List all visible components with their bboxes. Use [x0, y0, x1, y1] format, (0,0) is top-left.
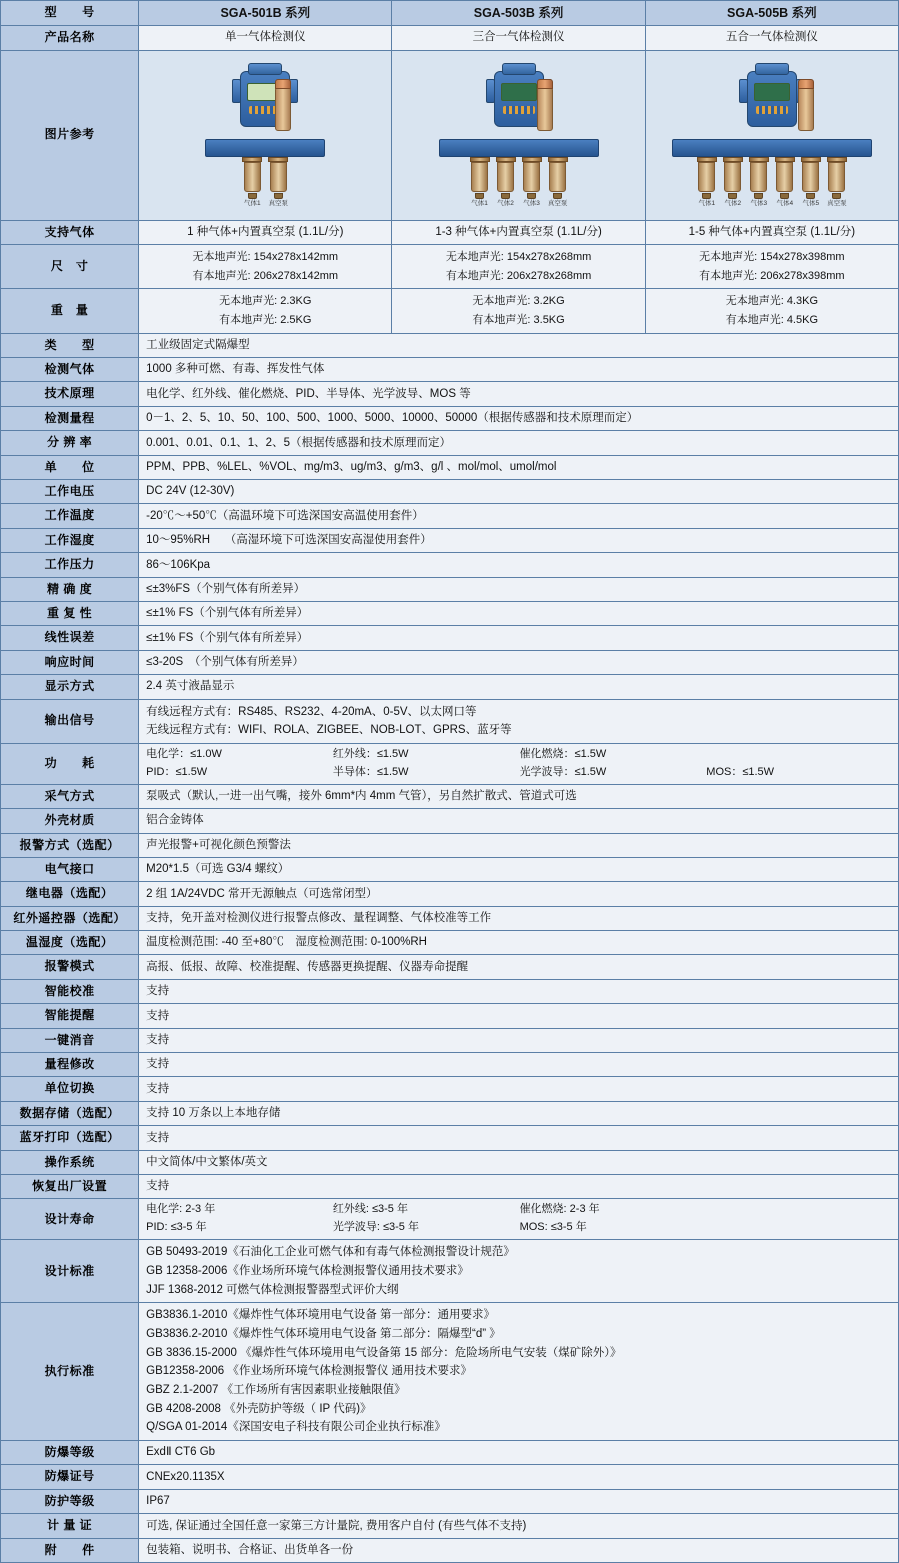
- size-value: 有本地声光: 206x278x142mm: [192, 269, 339, 282]
- row-label-power: 功 耗: [1, 743, 139, 784]
- table-row-data-storage: [1, 1101, 899, 1125]
- table-row-accuracy: [1, 577, 899, 601]
- power-item: PID：≤1.5W: [146, 765, 208, 778]
- row-value-design-standard: [139, 1240, 899, 1303]
- table-row-work-temp: [1, 504, 899, 528]
- row-label-sampling: 采气方式: [1, 784, 139, 808]
- row-label-alarm-mode: 报警模式: [1, 955, 139, 979]
- table-row-unit: [1, 455, 899, 479]
- row-label-weight: 重 量: [1, 289, 139, 333]
- device-head-top-1: [248, 63, 282, 75]
- row-label-range: 检测量程: [1, 406, 139, 430]
- row-label-one-key-mute: 一键消音: [1, 1028, 139, 1052]
- row-value-resolution: 0.001、0.01、0.1、1、2、5（根据传感器和技术原理而定）: [139, 431, 899, 455]
- port-label: 气体1: [471, 200, 488, 208]
- row-value-work-temp: -20℃～+50℃（高温环境下可选深国安高温使用套件）: [139, 504, 899, 528]
- row-label-accessories: 附 件: [1, 1538, 139, 1562]
- device-alarm-cylinder-3: [537, 87, 553, 131]
- standard-line: JJF 1368-2012 可燃气体检测报警器型式评价大纲: [146, 1283, 399, 1296]
- product-image-5-port: [645, 50, 898, 220]
- product-name-1: 单一气体检测仪: [139, 26, 392, 50]
- standard-line: Q/SGA 01-2014《深国安电子科技有限公司企业执行标准》: [146, 1421, 446, 1434]
- table-row-interface: [1, 857, 899, 881]
- device-port: [469, 157, 491, 199]
- row-label-ex-level: 防爆等级: [1, 1440, 139, 1464]
- size-value: 无本地声光: 154x278x268mm: [445, 250, 592, 263]
- weight-value: 有本地声光: 2.5KG: [219, 313, 312, 326]
- table-row-range-modify: [1, 1053, 899, 1077]
- device-ports-5: [672, 157, 872, 199]
- table-row-model: [1, 1, 899, 26]
- device-alarm-cap-5: [798, 79, 814, 89]
- table-row-temp-humidity: [1, 931, 899, 955]
- row-value-remote: 支持，免开盖对检测仪进行报警点修改、量程调整、气体校准等工作: [139, 906, 899, 930]
- table-row-design-standard: [1, 1240, 899, 1303]
- row-label-ip-level: 防护等级: [1, 1489, 139, 1513]
- row-label-detect-gas: 检测气体: [1, 358, 139, 382]
- size-2: [392, 244, 645, 288]
- device-alarm-cap-1: [275, 79, 291, 89]
- row-label-relay: 继电器（选配）: [1, 882, 139, 906]
- device-head-top-5: [755, 63, 789, 75]
- row-label-repeat: 重 复 性: [1, 601, 139, 625]
- device-drawing-1: [205, 61, 325, 207]
- power-item: [706, 747, 893, 763]
- row-value-detect-gas: 1000 多种可燃、有毒、挥发性气体: [139, 358, 899, 382]
- weight-value: 无本地声光: 2.3KG: [219, 295, 312, 308]
- port-label: 气体2: [497, 200, 514, 208]
- table-row-exec-standard: [1, 1303, 899, 1441]
- row-value-response-time: ≤3-20S （个别气体有所差异）: [139, 650, 899, 674]
- power-item: 催化燃烧：≤1.5W: [519, 747, 607, 760]
- table-row-ip-level: [1, 1489, 899, 1513]
- standard-line: GB3836.2-2010《爆炸性气体环境用电气设备 第二部分：隔爆型“d” 》: [146, 1327, 501, 1340]
- row-value-interface: M20*1.5（可选 G3/4 螺纹）: [139, 857, 899, 881]
- size-value: 有本地声光: 206x278x398mm: [699, 269, 845, 282]
- device-port: [774, 157, 796, 199]
- table-row-output-signal: [1, 699, 899, 743]
- device-alarm-cylinder-5: [798, 87, 814, 131]
- model-header-2: SGA-503B 系列: [392, 1, 645, 26]
- table-row-product-name: [1, 26, 899, 50]
- row-label-model: 型 号: [1, 1, 139, 26]
- row-label-os: 操作系统: [1, 1150, 139, 1174]
- row-label-smart-calibration: 智能校准: [1, 979, 139, 1003]
- row-label-voltage: 工作电压: [1, 480, 139, 504]
- row-label-work-temp: 工作温度: [1, 504, 139, 528]
- power-item: 光学波导：≤1.5W: [519, 765, 607, 778]
- table-row-power: [1, 743, 899, 784]
- row-value-ex-level: ExdⅡ CT6 Gb: [139, 1440, 899, 1464]
- weight-value: 无本地声光: 4.3KG: [725, 295, 818, 308]
- size-3: [645, 244, 898, 288]
- row-label-bluetooth-print: 蓝牙打印（选配）: [1, 1126, 139, 1150]
- standard-line: GB 4208-2008 《外壳防护等级（ IP 代码)》: [146, 1402, 372, 1415]
- power-item: 电化学：≤1.0W: [146, 747, 222, 760]
- weight-3: [645, 289, 898, 333]
- table-row-smart-remind: [1, 1004, 899, 1028]
- table-row-unit-switch: [1, 1077, 899, 1101]
- row-label-work-humidity: 工作湿度: [1, 528, 139, 552]
- standard-line: GB 3836.15-2000 《爆炸性气体环境用电气设备第 15 部分：危险场所电气安装（煤矿除外）》: [146, 1346, 622, 1359]
- design-life-item: [706, 1220, 893, 1236]
- row-value-ip-level: IP67: [139, 1489, 899, 1513]
- table-row-ex-cert: [1, 1465, 899, 1489]
- port-label: 真空泵: [827, 200, 847, 208]
- design-life-item: [706, 1202, 893, 1218]
- power-grid: [146, 747, 893, 781]
- size-1: [139, 244, 392, 288]
- device-port-labels-3: [439, 200, 599, 207]
- row-value-unit-switch: 支持: [139, 1077, 899, 1101]
- device-port: [800, 157, 822, 199]
- row-label-exec-standard: 执行标准: [1, 1303, 139, 1441]
- product-name-2: 三合一气体检测仪: [392, 26, 645, 50]
- row-label-range-modify: 量程修改: [1, 1053, 139, 1077]
- weight-value: 有本地声光: 3.5KG: [472, 313, 565, 326]
- row-value-temp-humidity: 温度检测范围: -40 至+80℃ 湿度检测范围: 0-100%RH: [139, 931, 899, 955]
- row-label-unit-switch: 单位切换: [1, 1077, 139, 1101]
- port-label: 真空泵: [547, 200, 568, 208]
- row-label-support-gas: 支持气体: [1, 220, 139, 244]
- row-label-factory-reset: 恢复出厂设置: [1, 1174, 139, 1198]
- device-port-labels-1: [205, 200, 325, 207]
- device-port: [826, 157, 848, 199]
- row-label-linear-error: 线性误差: [1, 626, 139, 650]
- design-life-item: 光学波导: ≤3-5 年: [332, 1221, 419, 1234]
- table-row-range: [1, 406, 899, 430]
- table-row-shell: [1, 809, 899, 833]
- device-manifold-5: [672, 139, 872, 157]
- row-value-work-pressure: 86～106Kpa: [139, 553, 899, 577]
- table-row-category: [1, 333, 899, 357]
- device-port: [696, 157, 718, 199]
- device-port-labels-5: [672, 200, 872, 207]
- row-label-display: 显示方式: [1, 675, 139, 699]
- device-alarm-cap-3: [537, 79, 553, 89]
- row-label-remote: 红外遥控器（选配）: [1, 906, 139, 930]
- table-row-work-pressure: [1, 553, 899, 577]
- row-value-shell: 铝合金铸体: [139, 809, 899, 833]
- design-life-item: 催化燃烧: 2-3 年: [519, 1203, 600, 1216]
- output-line: 无线远程方式有：WIFI、ROLA、ZIGBEE、NOB-LOT、GPRS、蓝牙等: [146, 724, 512, 737]
- row-value-unit: PPM、PPB、%LEL、%VOL、mg/m3、ug/m3、g/m3、g/l 、mol/mol、umol/mol: [139, 455, 899, 479]
- standard-line: GB12358-2006 《作业场所环境气体检测报警仪 通用技术要求》: [146, 1365, 473, 1378]
- device-drawing-5: [672, 61, 872, 207]
- device-head-5: [741, 61, 803, 135]
- row-label-unit: 单 位: [1, 455, 139, 479]
- device-port: [547, 157, 569, 199]
- table-row-voltage: [1, 480, 899, 504]
- row-label-output-signal: 输出信号: [1, 699, 139, 743]
- port-label: 气体5: [802, 200, 820, 208]
- device-drawing-3: [439, 61, 599, 207]
- row-value-smart-calibration: 支持: [139, 979, 899, 1003]
- device-display-3: [501, 83, 537, 101]
- size-value: 无本地声光: 154x278x398mm: [699, 250, 845, 263]
- row-value-repeat: ≤±1% FS（个别气体有所差异）: [139, 601, 899, 625]
- device-port: [748, 157, 770, 199]
- device-manifold-1: [205, 139, 325, 157]
- table-row-bluetooth-print: [1, 1126, 899, 1150]
- row-label-category: 类 型: [1, 333, 139, 357]
- product-name-3: 五合一气体检测仪: [645, 26, 898, 50]
- table-row-resolution: [1, 431, 899, 455]
- row-label-shell: 外壳材质: [1, 809, 139, 833]
- support-gas-3: 1-5 种气体+内置真空泵 (1.1L/分): [645, 220, 898, 244]
- row-value-factory-reset: 支持: [139, 1174, 899, 1198]
- port-label: 真空泵: [268, 200, 289, 208]
- row-label-interface: 电气接口: [1, 857, 139, 881]
- row-value-os: 中文简体/中文繁体/英文: [139, 1150, 899, 1174]
- table-row-smart-calibration: [1, 979, 899, 1003]
- weight-value: 无本地声光: 3.2KG: [472, 295, 565, 308]
- port-label: 气体4: [776, 200, 794, 208]
- table-row-support-gas: [1, 220, 899, 244]
- size-value: 有本地声光: 206x278x268mm: [445, 269, 592, 282]
- table-row-factory-reset: [1, 1174, 899, 1198]
- table-row-weight: [1, 289, 899, 333]
- design-life-grid: [146, 1202, 893, 1236]
- table-row-relay: [1, 882, 899, 906]
- standard-line: GBZ 2.1-2007 《工作场所有害因素职业接触限值》: [146, 1383, 406, 1396]
- port-label: 气体3: [523, 200, 540, 208]
- row-value-one-key-mute: 支持: [139, 1028, 899, 1052]
- table-row-remote: [1, 906, 899, 930]
- row-value-tech-principle: 电化学、红外线、催化燃烧、PID、半导体、光学波导、MOS 等: [139, 382, 899, 406]
- size-value: 无本地声光: 154x278x142mm: [192, 250, 339, 263]
- design-life-item: 电化学: 2-3 年: [146, 1203, 216, 1216]
- weight-2: [392, 289, 645, 333]
- model-header-3: SGA-505B 系列: [645, 1, 898, 26]
- table-row-one-key-mute: [1, 1028, 899, 1052]
- power-item: 半导体：≤1.5W: [332, 765, 409, 778]
- table-row-tech-principle: [1, 382, 899, 406]
- row-value-linear-error: ≤±1% FS（个别气体有所差异）: [139, 626, 899, 650]
- table-row-accessories: [1, 1538, 899, 1562]
- row-label-alarm-way: 报警方式（选配）: [1, 833, 139, 857]
- port-label: 气体1: [243, 200, 261, 208]
- device-port: [521, 157, 543, 199]
- design-life-item: 红外线: ≤3-5 年: [332, 1203, 408, 1216]
- row-value-alarm-way: 声光报警+可视化颜色预警法: [139, 833, 899, 857]
- table-row-alarm-mode: [1, 955, 899, 979]
- model-header-1: SGA-501B 系列: [139, 1, 392, 26]
- device-ports-1: [205, 157, 325, 199]
- row-label-temp-humidity: 温湿度（选配）: [1, 931, 139, 955]
- row-value-exec-standard: [139, 1303, 899, 1441]
- standard-line: GB 50493-2019《石油化工企业可燃气体和有毒气体检测报警设计规范》: [146, 1246, 515, 1259]
- device-port: [722, 157, 744, 199]
- product-image-3-port: [392, 50, 645, 220]
- row-value-sampling: 泵吸式（默认,一进一出气嘴，接外 6mm*内 4mm 气管），另自然扩散式、管道式可选: [139, 784, 899, 808]
- device-head-assembly-5: [672, 61, 872, 139]
- output-line: 有线远程方式有：RS485、RS232、4-20mA、0-5V、以太网口等: [146, 705, 477, 718]
- row-label-design-standard: 设计标准: [1, 1240, 139, 1303]
- standard-line: GB3836.1-2010《爆炸性气体环境用电气设备 第一部分：通用要求》: [146, 1309, 496, 1322]
- row-value-smart-remind: 支持: [139, 1004, 899, 1028]
- design-life-item: PID: ≤3-5 年: [146, 1221, 207, 1234]
- row-value-alarm-mode: 高报、低报、故障、校准提醒、传感器更换提醒、仪器寿命提醒: [139, 955, 899, 979]
- device-grille-5: [756, 106, 788, 114]
- table-row-metrology: [1, 1514, 899, 1538]
- device-port: [495, 157, 517, 199]
- row-value-accuracy: ≤±3%FS（个别气体有所差异）: [139, 577, 899, 601]
- device-head-assembly-1: [205, 61, 325, 139]
- support-gas-1: 1 种气体+内置真空泵 (1.1L/分): [139, 220, 392, 244]
- row-value-category: 工业级固定式隔爆型: [139, 333, 899, 357]
- table-row-alarm-way: [1, 833, 899, 857]
- device-alarm-cylinder-1: [275, 87, 291, 131]
- row-label-design-life: 设计寿命: [1, 1199, 139, 1240]
- row-value-design-life: [139, 1199, 899, 1240]
- row-label-metrology: 计 量 证: [1, 1514, 139, 1538]
- device-manifold-3: [439, 139, 599, 157]
- table-row-work-humidity: [1, 528, 899, 552]
- table-row-ex-level: [1, 1440, 899, 1464]
- row-label-response-time: 响应时间: [1, 650, 139, 674]
- device-port: [241, 157, 263, 199]
- table-row-response-time: [1, 650, 899, 674]
- port-label: 气体2: [724, 200, 742, 208]
- row-label-work-pressure: 工作压力: [1, 553, 139, 577]
- row-value-range: 0－1、2、5、10、50、100、500、1000、5000、10000、50000（根据传感器和技术原理而定）: [139, 406, 899, 430]
- row-value-relay: 2 组 1A/24VDC 常开无源触点（可选常闭型）: [139, 882, 899, 906]
- row-label-size: 尺 寸: [1, 244, 139, 288]
- table-row-detect-gas: [1, 358, 899, 382]
- device-display-5: [754, 83, 790, 101]
- row-label-product-name: 产品名称: [1, 26, 139, 50]
- row-value-display: 2.4 英寸液晶显示: [139, 675, 899, 699]
- row-value-range-modify: 支持: [139, 1053, 899, 1077]
- table-row-display: [1, 675, 899, 699]
- support-gas-2: 1-3 种气体+内置真空泵 (1.1L/分): [392, 220, 645, 244]
- device-ports-3: [439, 157, 599, 199]
- table-row-image-reference: [1, 50, 899, 220]
- row-label-data-storage: 数据存储（选配）: [1, 1101, 139, 1125]
- standard-line: GB 12358-2006《作业场所环境气体检测报警仪通用技术要求》: [146, 1264, 469, 1277]
- row-label-ex-cert: 防爆证号: [1, 1465, 139, 1489]
- row-label-resolution: 分 辨 率: [1, 431, 139, 455]
- device-grille-3: [503, 106, 535, 114]
- row-value-metrology: 可选, 保证通过全国任意一家第三方计量院, 费用客户自付 (有些气体不支持): [139, 1514, 899, 1538]
- table-row-size: [1, 244, 899, 288]
- row-value-accessories: 包装箱、说明书、合格证、出货单各一份: [139, 1538, 899, 1562]
- design-life-item: MOS: ≤3-5 年: [519, 1221, 587, 1234]
- row-value-output-signal: [139, 699, 899, 743]
- table-row-design-life: [1, 1199, 899, 1240]
- table-row-os: [1, 1150, 899, 1174]
- port-label: 气体3: [750, 200, 768, 208]
- row-label-image-reference: 图片参考: [1, 50, 139, 220]
- row-label-tech-principle: 技术原理: [1, 382, 139, 406]
- weight-1: [139, 289, 392, 333]
- row-value-work-humidity: 10～95%RH （高湿环境下可选深国安高湿使用套件）: [139, 528, 899, 552]
- product-image-1-port: [139, 50, 392, 220]
- power-item: MOS：≤1.5W: [706, 765, 775, 778]
- device-head-top-3: [502, 63, 536, 75]
- row-value-ex-cert: CNEx20.1135X: [139, 1465, 899, 1489]
- row-value-power: [139, 743, 899, 784]
- row-label-smart-remind: 智能提醒: [1, 1004, 139, 1028]
- weight-value: 有本地声光: 4.5KG: [725, 313, 818, 326]
- table-row-repeat: [1, 601, 899, 625]
- power-item: 红外线：≤1.5W: [332, 747, 409, 760]
- port-label: 气体1: [698, 200, 716, 208]
- row-value-bluetooth-print: 支持: [139, 1126, 899, 1150]
- row-label-accuracy: 精 确 度: [1, 577, 139, 601]
- row-value-voltage: DC 24V (12-30V): [139, 480, 899, 504]
- row-value-data-storage: 支持 10 万条以上本地存储: [139, 1101, 899, 1125]
- table-row-sampling: [1, 784, 899, 808]
- table-row-linear-error: [1, 626, 899, 650]
- device-head-assembly-3: [439, 61, 599, 139]
- device-port: [267, 157, 289, 199]
